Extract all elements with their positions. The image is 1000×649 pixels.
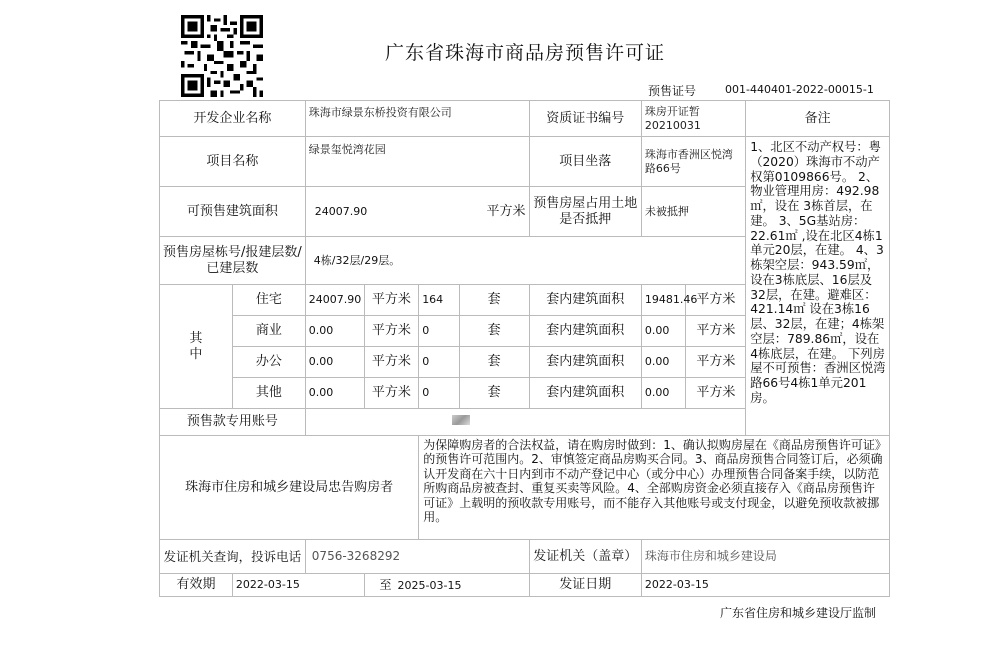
breakdown-inner-label: 套内建筑面积 bbox=[529, 316, 641, 347]
breakdown-inner-unit: 平方米 bbox=[686, 347, 746, 378]
breakdown-area: 0.00 bbox=[305, 378, 364, 409]
issue-date-label: 发证日期 bbox=[529, 574, 641, 597]
complaint-label: 发证机关查询，投诉电话 bbox=[160, 540, 306, 574]
breakdown-area: 0.00 bbox=[305, 316, 364, 347]
project-name-value: 绿景玺悦湾花园 bbox=[305, 137, 529, 187]
footer-supervisor: 广东省住房和城乡建设厅监制 bbox=[720, 606, 877, 620]
presale-area-value: 24007.90 bbox=[314, 204, 368, 218]
breakdown-count-unit: 套 bbox=[459, 285, 529, 316]
buildings-value: 4栋/32层/29层。 bbox=[305, 237, 745, 285]
breakdown-count: 0 bbox=[419, 378, 459, 409]
complaint-phone: 0756-3268292 bbox=[305, 540, 529, 574]
breakdown-inner-unit: 平方米 bbox=[686, 285, 746, 316]
breakdown-area-unit: 平方米 bbox=[364, 316, 419, 347]
location-value: 珠海市香洲区悦湾路66号 bbox=[641, 137, 745, 187]
permit-table bbox=[159, 100, 890, 597]
breakdown-count-unit: 套 bbox=[459, 316, 529, 347]
presale-area-cell bbox=[305, 187, 529, 237]
warning-text: 为保障购房者的合法权益，请在购房时做到：1、确认拟购房屋在《商品房预售许可证》的预售许可范围内。2、审慎签定商品房购买合同。3、商品房预售合同签订后，必须确认开发商在六十日内到市不动产登记中心（或分中心）办理预售合同备案手续，以防范所购商品房被查封、重复买卖等风险。4、全部购房资金必须直接存入《商品房预售许可证》上载明的预收款专用账号，而不能存入其他账号或支付现金，以避免预收款被挪用。 bbox=[419, 436, 890, 540]
issuer-label: 发证机关（盖章） bbox=[529, 540, 641, 574]
issuer-value: 珠海市住房和城乡建设局 bbox=[641, 540, 889, 574]
account-value bbox=[305, 409, 745, 436]
validity-to-cell bbox=[364, 574, 529, 597]
validity-to: 2025-03-15 bbox=[397, 578, 462, 592]
breakdown-count: 0 bbox=[419, 347, 459, 378]
breakdown-inner-unit: 平方米 bbox=[686, 378, 746, 409]
breakdown-count-unit: 套 bbox=[459, 378, 529, 409]
presale-area-label: 可预售建筑面积 bbox=[160, 187, 306, 237]
breakdown-inner-unit: 平方米 bbox=[686, 316, 746, 347]
qr-code bbox=[181, 15, 263, 97]
certificate-title: 广东省珠海市商品房预售许可证 bbox=[384, 42, 665, 64]
permit-number-value: 001-440401-2022-00015-1 bbox=[725, 83, 874, 96]
mortgage-label: 预售房屋占用土地是否抵押 bbox=[529, 187, 641, 237]
validity-label: 有效期 bbox=[160, 574, 233, 597]
breakdown-inner-value: 0.00 bbox=[641, 316, 686, 347]
issue-date-value: 2022-03-15 bbox=[641, 574, 889, 597]
validity-to-label: 至 bbox=[379, 577, 392, 592]
breakdown-inner-value: 0.00 bbox=[641, 347, 686, 378]
breakdown-type: 住宅 bbox=[232, 285, 305, 316]
breakdown-area: 0.00 bbox=[305, 347, 364, 378]
project-name-label: 项目名称 bbox=[160, 137, 306, 187]
remarks-label: 备注 bbox=[746, 101, 890, 137]
breakdown-type: 其他 bbox=[232, 378, 305, 409]
remarks-text: 1、北区不动产权号：粤（2020）珠海市不动产权第0109866号。 2、物业管理用房：492.98㎡，设在 3栋首层，在建。 3、5G基站房：22.61㎡ ,设在北区4栋1单元20层，在建。 4、3栋架空层：943.59㎡，设在3栋底层、16层及32层，在建。避难区：421.14㎡ 设在3栋16层、32层，在建；4栋架空层：789.86㎡，设在4栋底层，在建。 下列房屋不可预售：香洲区悦湾路66号4栋1单元201房。 bbox=[746, 137, 890, 436]
breakdown-label: 其中 bbox=[160, 285, 233, 409]
location-label: 项目坐落 bbox=[529, 137, 641, 187]
breakdown-inner-label: 套内建筑面积 bbox=[529, 347, 641, 378]
breakdown-area-unit: 平方米 bbox=[364, 378, 419, 409]
account-label: 预售款专用账号 bbox=[160, 409, 306, 436]
account-image bbox=[452, 415, 470, 425]
breakdown-inner-value: 19481.46 bbox=[641, 285, 686, 316]
qualification-label: 资质证书编号 bbox=[529, 101, 641, 137]
breakdown-count-unit: 套 bbox=[459, 347, 529, 378]
breakdown-inner-label: 套内建筑面积 bbox=[529, 285, 641, 316]
validity-from: 2022-03-15 bbox=[232, 574, 364, 597]
breakdown-count: 164 bbox=[419, 285, 459, 316]
permit-number-label: 预售证号 bbox=[648, 84, 697, 98]
warning-label: 珠海市住房和城乡建设局忠告购房者 bbox=[160, 436, 419, 540]
breakdown-type: 商业 bbox=[232, 316, 305, 347]
buildings-label: 预售房屋栋号/报建层数/已建层数 bbox=[160, 237, 306, 285]
breakdown-type: 办公 bbox=[232, 347, 305, 378]
breakdown-area: 24007.90 bbox=[305, 285, 364, 316]
breakdown-area-unit: 平方米 bbox=[364, 347, 419, 378]
breakdown-inner-label: 套内建筑面积 bbox=[529, 378, 641, 409]
developer-label: 开发企业名称 bbox=[160, 101, 306, 137]
breakdown-count: 0 bbox=[419, 316, 459, 347]
mortgage-value: 未被抵押 bbox=[641, 187, 745, 237]
presale-area-unit: 平方米 bbox=[486, 203, 526, 219]
breakdown-area-unit: 平方米 bbox=[364, 285, 419, 316]
developer-value: 珠海市绿景东桥投资有限公司 bbox=[305, 101, 529, 137]
breakdown-inner-value: 0.00 bbox=[641, 378, 686, 409]
qualification-value: 珠房开证暂20210031 bbox=[641, 101, 745, 137]
